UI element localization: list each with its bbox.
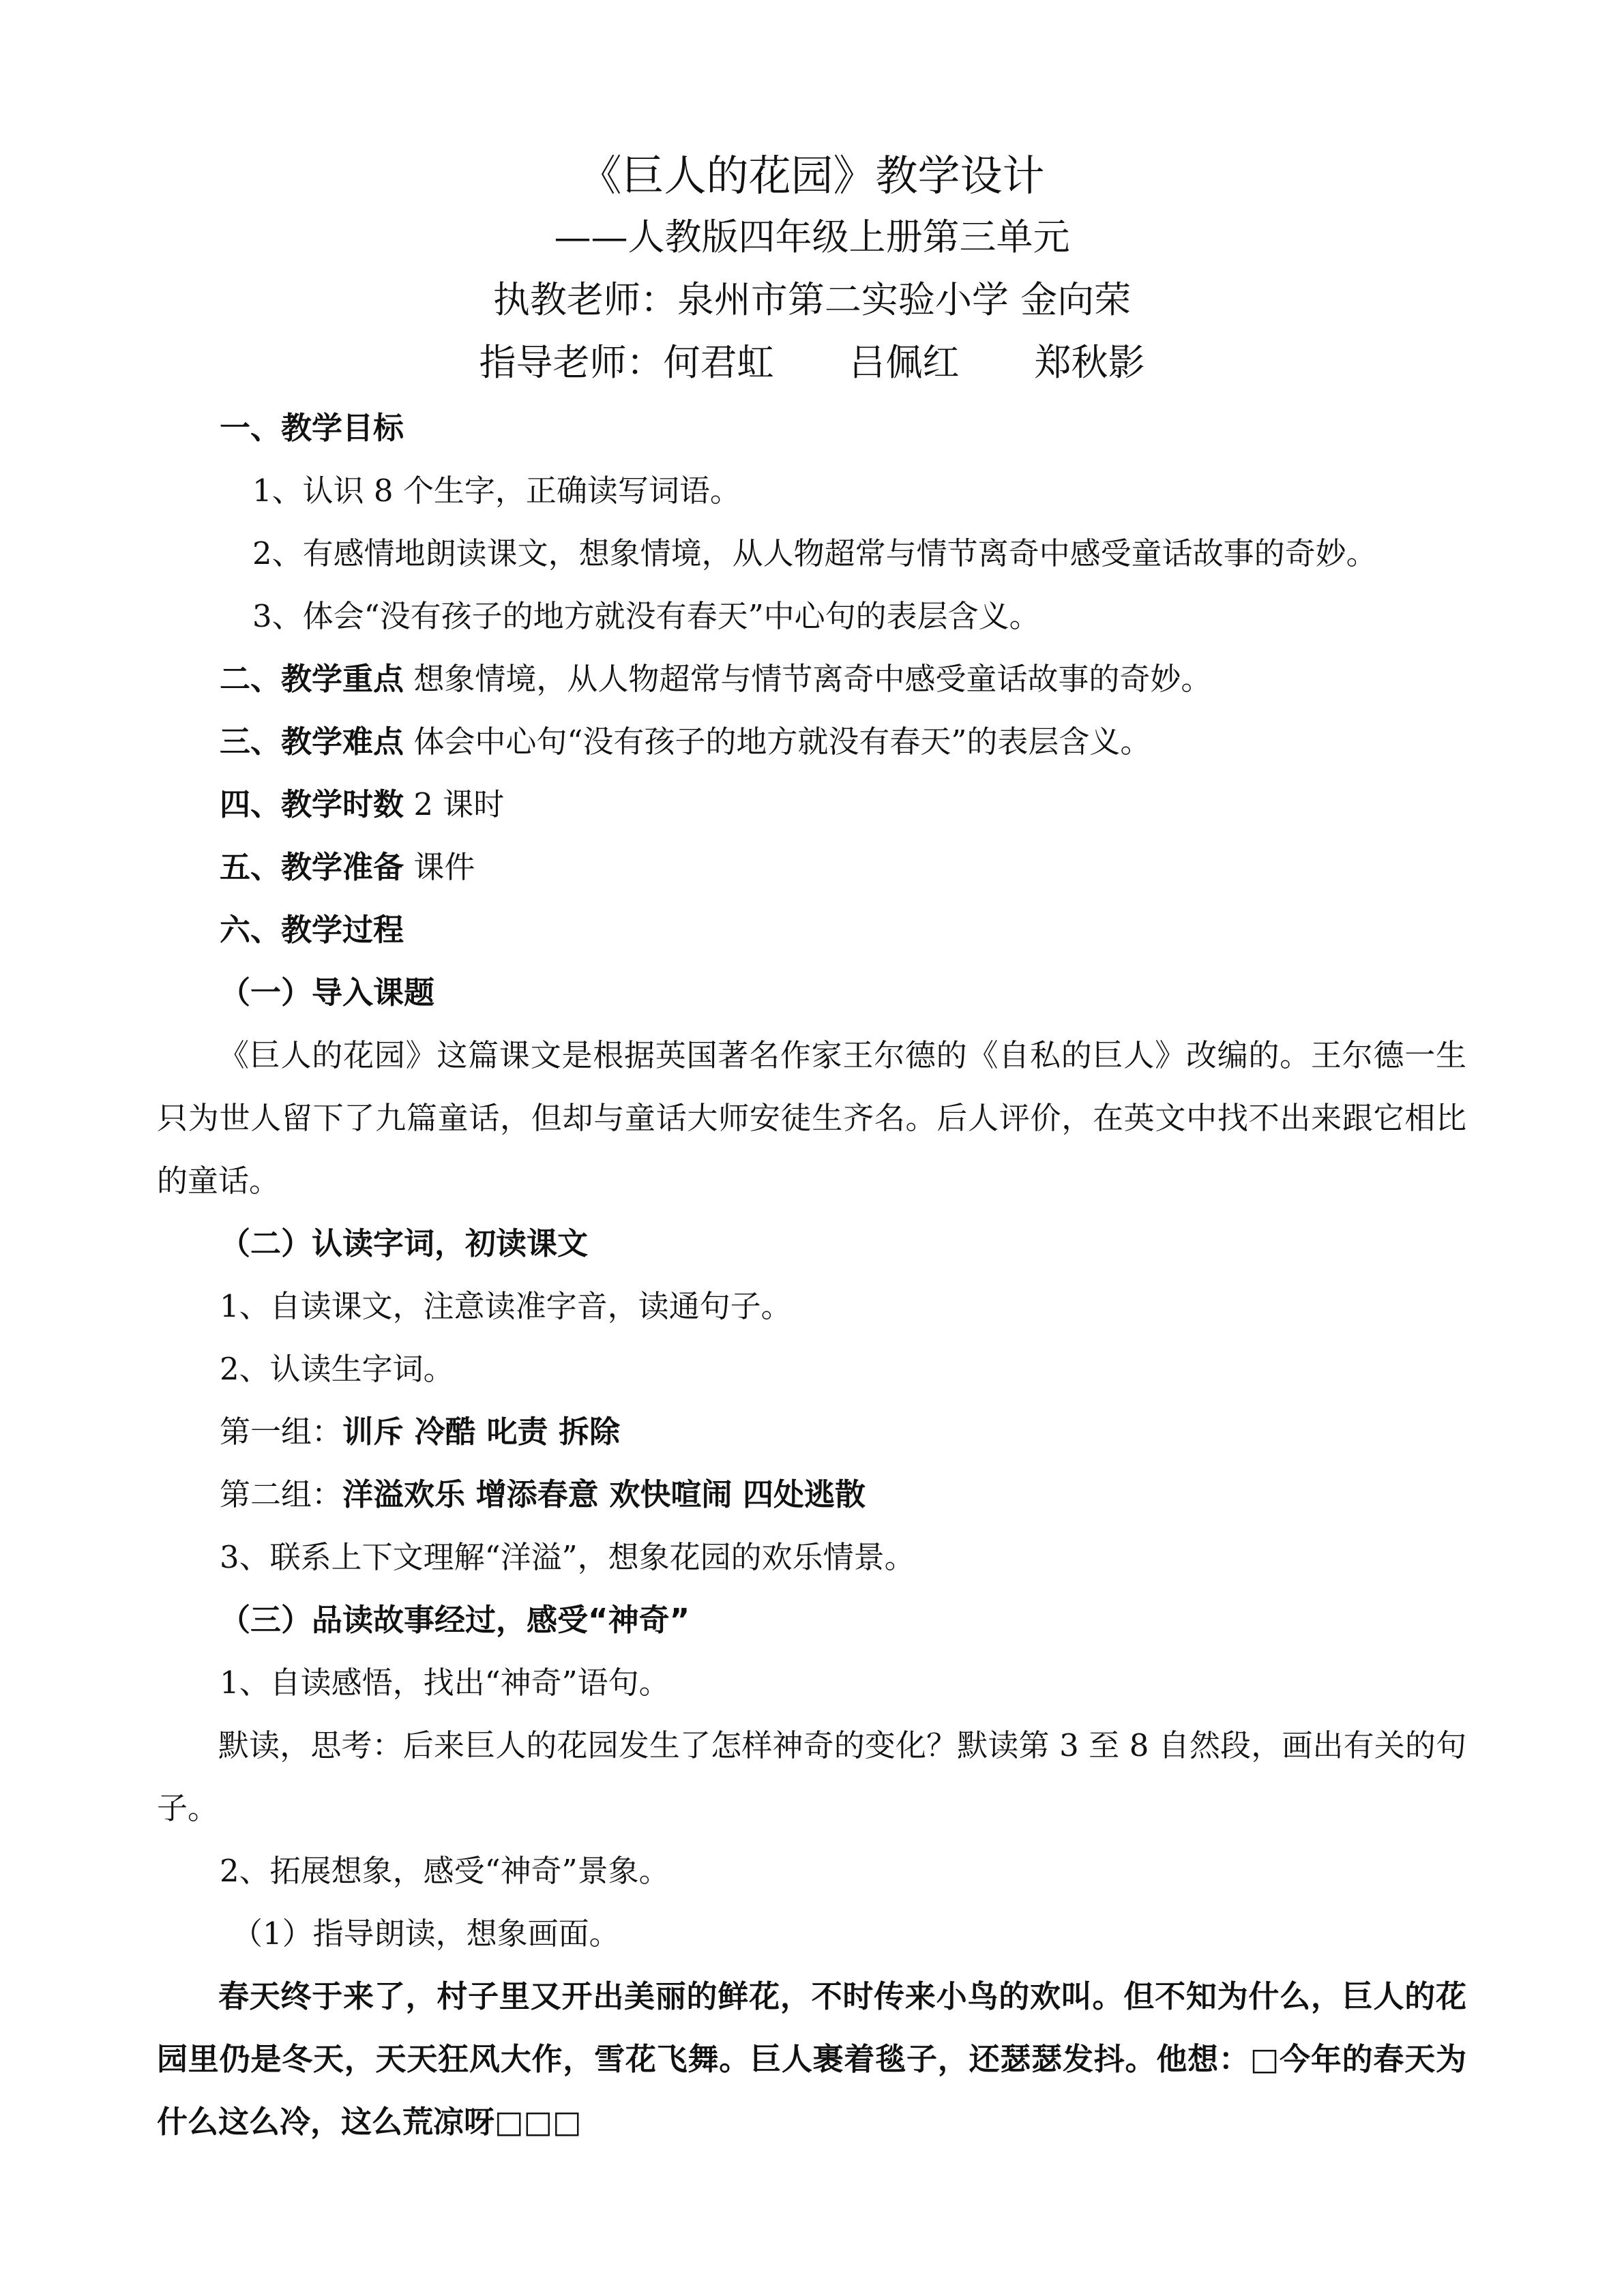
guide-name: 吕佩红 bbox=[848, 341, 960, 384]
words-item: 3、联系上下文理解“洋溢”，想象花园的欢乐情景。 bbox=[220, 1539, 915, 1575]
section-heading-process: 六、教学过程 bbox=[220, 912, 404, 948]
word-group-words: 训斥 冷酷 叱责 拆除 bbox=[342, 1414, 621, 1450]
word-group-words: 洋溢欢乐 增添春意 欢快喧闹 四处逃散 bbox=[342, 1476, 866, 1512]
word-group-label: 第二组： bbox=[220, 1476, 343, 1512]
goal-item: 1、认识 8 个生字，正确读写词语。 bbox=[252, 473, 741, 509]
document-title: 《巨人的花园》教学设计 bbox=[579, 151, 1045, 200]
key-points-text: 想象情境，从人物超常与情节离奇中感受童话故事的奇妙。 bbox=[413, 661, 1212, 697]
difficulties-text: 体会中心句“没有孩子的地方就没有春天”的表层含义。 bbox=[413, 724, 1151, 760]
guide-name: 何君虹 bbox=[663, 341, 774, 384]
words-item: 1、自读课文，注意读准字音，读通句子。 bbox=[220, 1288, 792, 1324]
section-hours bbox=[220, 784, 504, 825]
section-difficulties bbox=[220, 721, 1151, 762]
story-subitem: （1）指导朗读，想象画面。 bbox=[232, 1915, 620, 1952]
goal-item: 2、有感情地朗读课文，想象情境，从人物超常与情节离奇中感受童话故事的奇妙。 bbox=[252, 535, 1377, 571]
hours-text: 2 课时 bbox=[413, 786, 505, 822]
story-item: 1、自读感悟，找出“神奇”语句。 bbox=[220, 1665, 670, 1701]
goal-item: 3、体会“没有孩子的地方就没有春天”中心句的表层含义。 bbox=[252, 598, 1040, 634]
story-paragraph: 默读，思考：后来巨人的花园发生了怎样神奇的变化？默读第 3 至 8 自然段，画出有关的句子。 bbox=[157, 1727, 1466, 1826]
subsection-heading-words: （二）认读字词，初读课文 bbox=[220, 1225, 589, 1262]
section-heading-goals: 一、教学目标 bbox=[220, 410, 404, 446]
word-group-label: 第一组： bbox=[220, 1414, 343, 1450]
word-group-1 bbox=[220, 1412, 620, 1452]
section-preparation bbox=[220, 847, 475, 888]
subsection-heading-story: （三）品读故事经过，感受“神奇” bbox=[220, 1602, 690, 1638]
subsection-heading-intro: （一）导入课题 bbox=[220, 974, 435, 1011]
section-heading-hours: 四、教学时数 bbox=[220, 786, 404, 822]
teacher-line: 执教老师：泉州市第二实验小学 金向荣 bbox=[492, 278, 1132, 321]
story-quote: 春天终于来了，村子里又开出美丽的鲜花，不时传来小鸟的欢叫。但不知为什么，巨人的花园里仍是冬天，天天狂风大作，雪花飞舞。巨人裹着毯子，还瑟瑟发抖。他想：□今年的春天为什么这么冷，这么荒凉呀□□□ bbox=[157, 1978, 1466, 2140]
preparation-text: 课件 bbox=[413, 849, 475, 885]
section-heading-preparation: 五、教学准备 bbox=[220, 849, 404, 885]
section-key-points bbox=[220, 659, 1211, 700]
word-group-2 bbox=[220, 1474, 866, 1515]
guide-teachers-line bbox=[0, 338, 1624, 387]
guide-label: 指导老师： bbox=[479, 341, 664, 384]
section-heading-key-points: 二、教学重点 bbox=[220, 661, 404, 697]
document-subtitle: ——人教版四年级上册第三单元 bbox=[554, 215, 1070, 258]
words-item: 2、认读生字词。 bbox=[220, 1351, 454, 1387]
story-item: 2、拓展想象，感受“神奇”景象。 bbox=[220, 1853, 670, 1889]
guide-name: 郑秋影 bbox=[1034, 341, 1145, 384]
intro-paragraph: 《巨人的花园》这篇课文是根据英国著名作家王尔德的《自私的巨人》改编的。王尔德一生只为世人留下了九篇童话，但却与童话大师安徒生齐名。后人评价，在英文中找不出来跟它相比的童话。 bbox=[157, 1037, 1466, 1199]
section-heading-difficulties: 三、教学难点 bbox=[220, 724, 404, 760]
